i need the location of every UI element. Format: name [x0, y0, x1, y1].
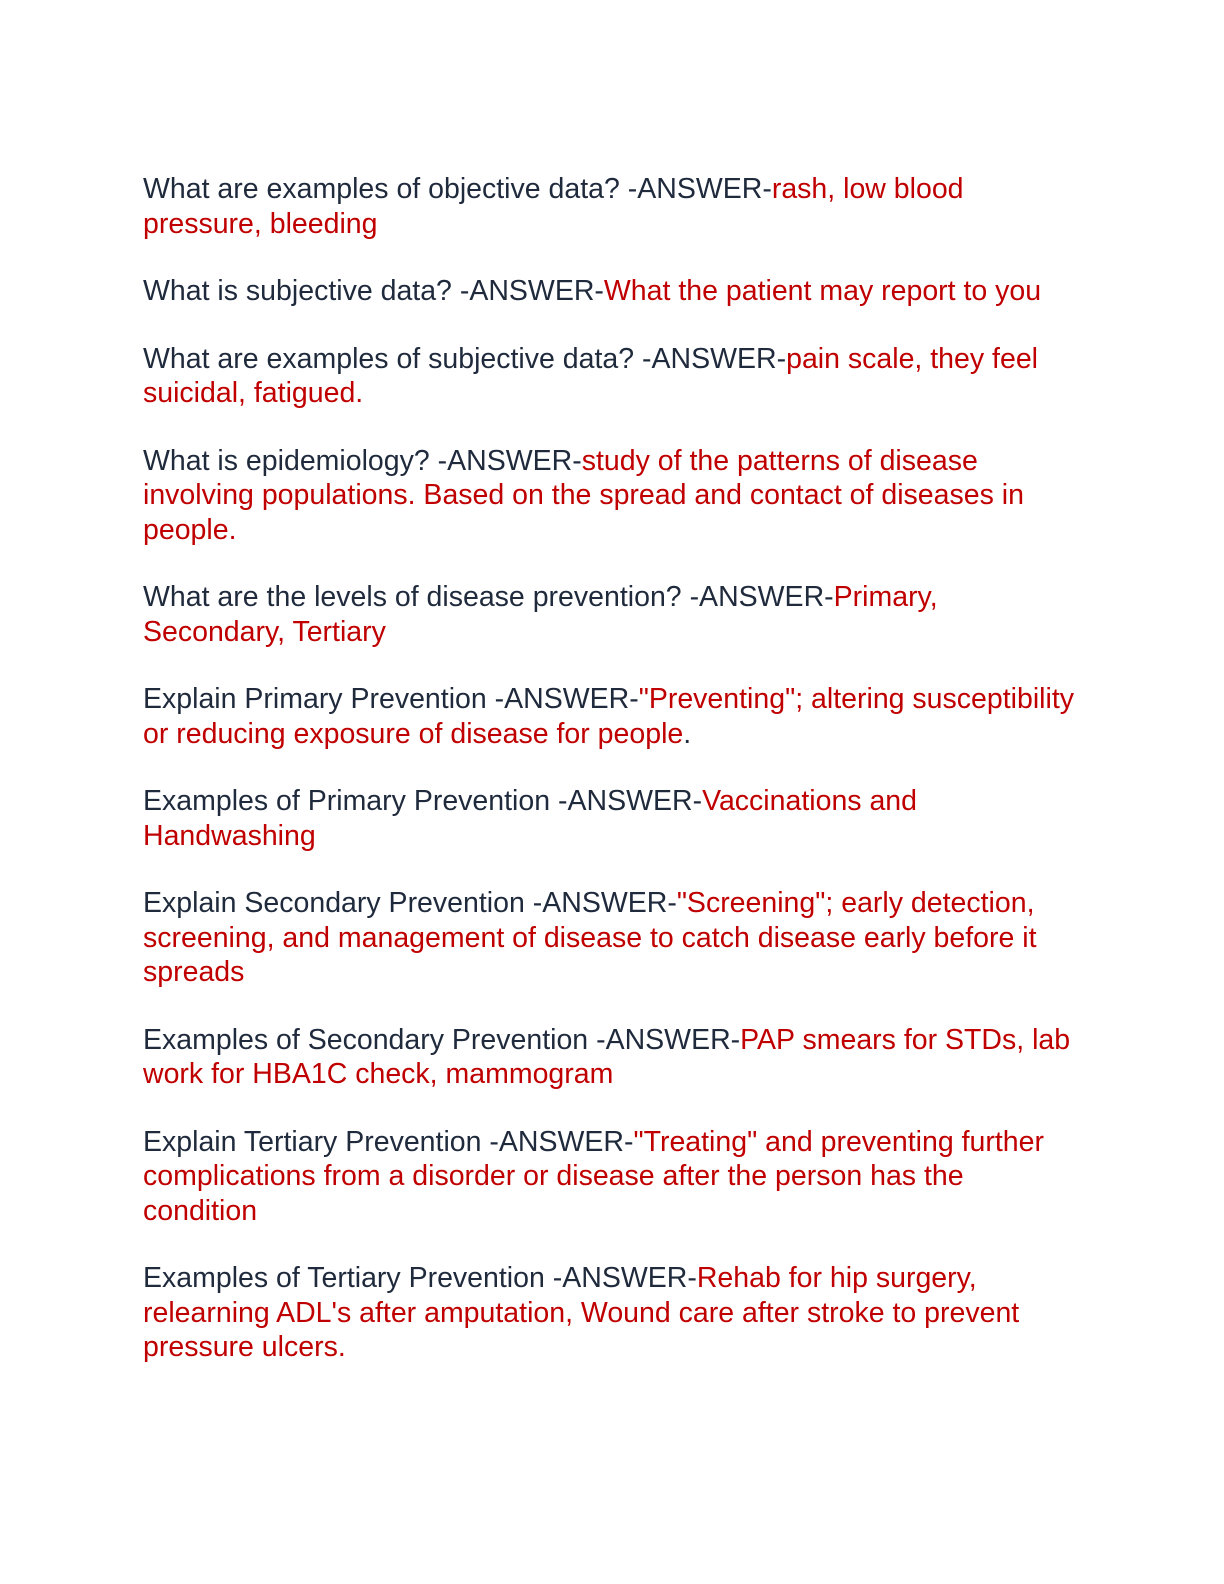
- answer-text: study of the patterns of disease involving populations. Based on the spread and contact of diseases in people.: [143, 444, 1024, 546]
- qa-item-6: [143, 682, 1083, 751]
- answer-text: rash, low blood pressure, bleeding: [143, 173, 964, 240]
- answer-text: "Screening"; early detection, screening, and management of disease to catch disease early before it spreads: [143, 887, 1037, 988]
- question-text: What is subjective data? -ANSWER-: [143, 275, 604, 307]
- answer-text: "Preventing"; altering susceptibility or reducing exposure of disease for people: [143, 683, 1074, 750]
- qa-item-8: [143, 886, 1083, 990]
- qa-item-7: [143, 784, 1083, 853]
- answer-tail: .: [683, 717, 692, 750]
- qa-item-9: [143, 1023, 1083, 1092]
- qa-item-11: [143, 1261, 1083, 1365]
- question-text: Examples of Secondary Prevention -ANSWER-: [143, 1023, 741, 1056]
- question-text: What are the levels of disease prevention? -ANSWER-: [143, 581, 834, 613]
- qa-item-5: [143, 580, 1083, 649]
- qa-item-2: [143, 274, 1083, 309]
- question-text: What are examples of objective data? -ANSWER-: [143, 173, 772, 205]
- question-text: Examples of Tertiary Prevention -ANSWER-: [143, 1262, 697, 1294]
- question-text: What are examples of subjective data? -ANSWER-: [143, 342, 787, 375]
- document-page: [143, 172, 1083, 1398]
- answer-text: What the patient may report to you: [603, 275, 1042, 307]
- answer-text: Rehab for hip surgery, relearning ADL's after amputation, Wound care after stroke to prevent pressure ulcers.: [143, 1262, 1020, 1363]
- answer-text: Primary, Secondary, Tertiary: [143, 581, 938, 648]
- question-text: Explain Tertiary Prevention -ANSWER-: [143, 1125, 634, 1158]
- answer-text: PAP smears for STDs, lab work for HBA1C check, mammogram: [143, 1023, 1071, 1090]
- qa-item-1: [143, 172, 1083, 241]
- answer-text: "Treating" and preventing further complications from a disorder or disease after the person has the condition: [143, 1125, 1044, 1227]
- qa-item-3: [143, 342, 1083, 411]
- qa-item-10: [143, 1125, 1083, 1229]
- question-text: Explain Primary Prevention -ANSWER-: [143, 683, 639, 715]
- qa-item-4: [143, 444, 1083, 548]
- question-text: Examples of Primary Prevention -ANSWER-: [143, 785, 703, 817]
- answer-text: pain scale, they feel suicidal, fatigued.: [143, 342, 1039, 409]
- question-text: What is epidemiology? -ANSWER-: [143, 444, 582, 477]
- question-text: Explain Secondary Prevention -ANSWER-: [143, 887, 677, 919]
- answer-text: Vaccinations and Handwashing: [143, 785, 918, 852]
